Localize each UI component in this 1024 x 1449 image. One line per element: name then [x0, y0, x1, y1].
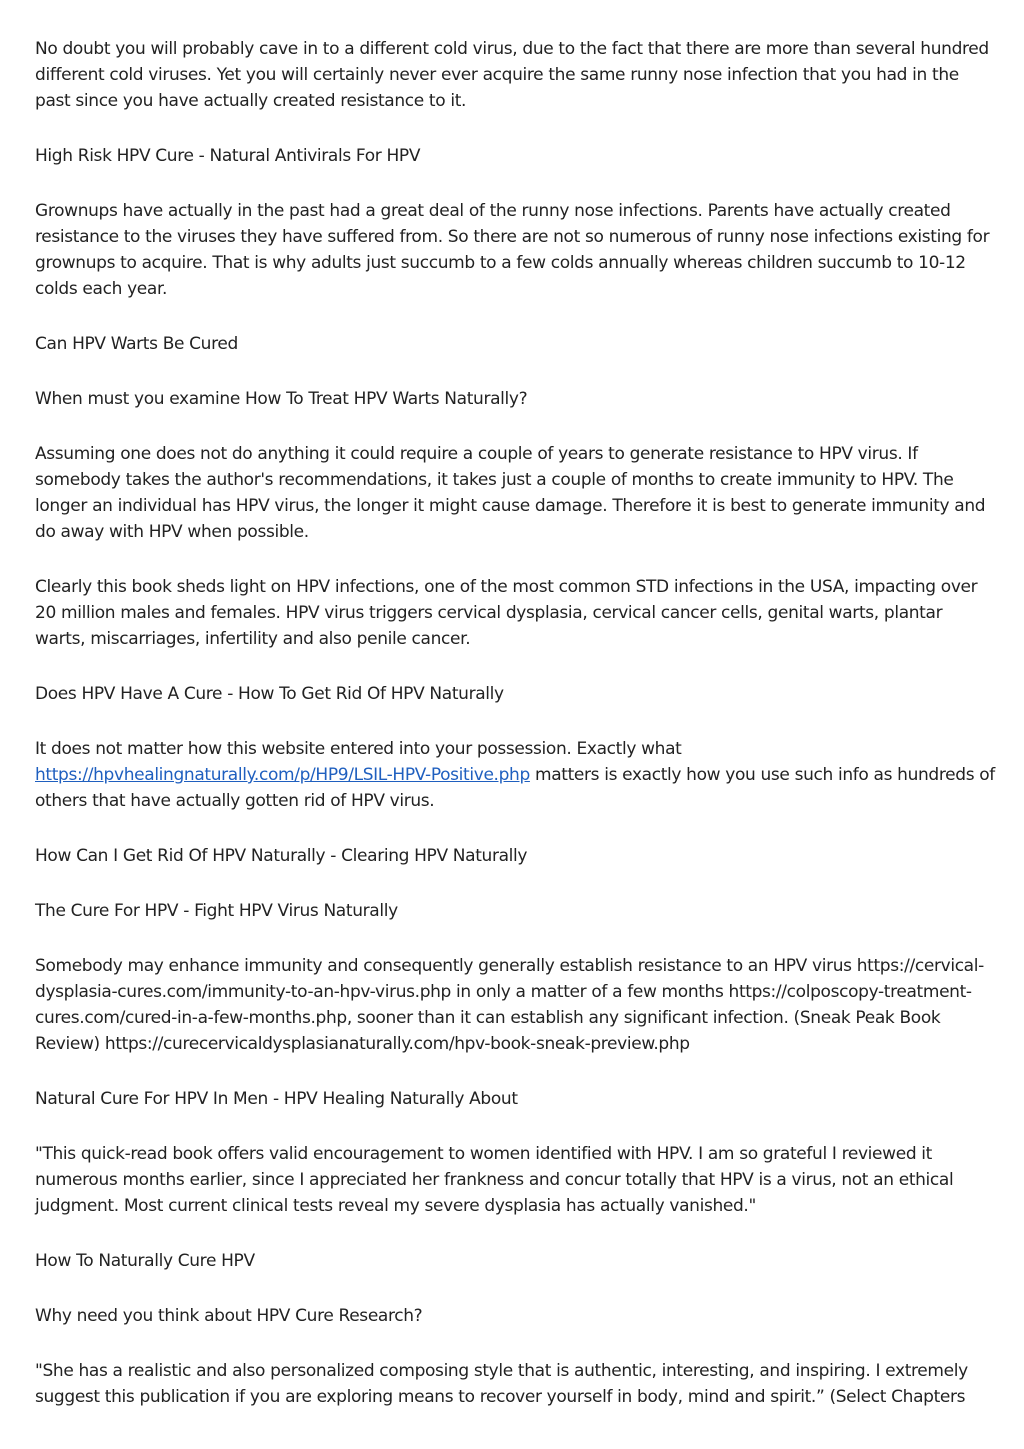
- paragraph-enhance-immunity: Somebody may enhance immunity and consequently generally establish resistance to an HPV virus https://cervical-dysplasia-cures.com/immunity-to-an-hpv-virus.php in only a matter of a few months https://colposcopy-treatment-cures.com/cured-in-a-few-months.php, sooner than it can establish any significant infection. (Sneak Peak Book Review) https://curecervicaldysplasianaturally.com/hpv-book-sneak-preview.php: [35, 956, 984, 1054]
- paragraph-resistance: Assuming one does not do anything it could require a couple of years to generate resistance to HPV virus. If somebody takes the author's recommendations, it takes just a couple of months to create immunity to HPV. The longer an individual has HPV virus, the longer it might cause damage. Therefore it is best to generate immunity and do away with HPV when possible.: [35, 444, 986, 542]
- hpv-healing-link[interactable]: https://hpvhealingnaturally.com/p/HP9/LSIL-HPV-Positive.php: [35, 765, 530, 785]
- paragraph-quick-read-quote: "This quick-read book offers valid encouragement to women identified with HPV. I am so grateful I reviewed it numerous months earlier, since I appreciated her frankness and concur totally that HPV is a virus, not an ethical judgment. Most current clinical tests reveal my severe dysplasia has actually vanished.": [35, 1144, 954, 1216]
- heading-how-to-naturally-cure: How To Naturally Cure HPV: [35, 1251, 255, 1271]
- heading-can-hpv-warts-be-cured: Can HPV Warts Be Cured: [35, 334, 238, 354]
- document-body: [35, 36, 995, 1439]
- heading-high-risk-hpv-cure: High Risk HPV Cure - Natural Antivirals For HPV: [35, 146, 421, 166]
- paragraph-website-possession: [35, 736, 995, 814]
- heading-does-hpv-have-a-cure: Does HPV Have A Cure - How To Get Rid Of HPV Naturally: [35, 684, 504, 704]
- heading-why-need-you-think: Why need you think about HPV Cure Research?: [35, 1306, 423, 1326]
- paragraph-grownups: Grownups have actually in the past had a great deal of the runny nose infections. Parents have actually created resistance to the viruses they have suffered from. So there are not so numerous of runny nose infections existing for grownups to acquire. That is why adults just succumb to a few colds annually whereas children succumb to 10-12 colds each year.: [35, 201, 990, 299]
- paragraph-website-text-end: matters is exactly how you use such info as hundreds of others that have actually gotten rid of HPV virus.: [35, 765, 995, 811]
- paragraph-website-text-start: It does not matter how this website entered into your possession. Exactly what: [35, 739, 682, 759]
- heading-when-must-you-examine: When must you examine How To Treat HPV Warts Naturally?: [35, 389, 528, 409]
- paragraph-cold-virus: No doubt you will probably cave in to a different cold virus, due to the fact that there are more than several hundred different cold viruses. Yet you will certainly never ever acquire the same runny nose infection that you had in the past since you have actually created resistance to it.: [35, 39, 989, 111]
- heading-how-can-i-get-rid: How Can I Get Rid Of HPV Naturally - Clearing HPV Naturally: [35, 846, 528, 866]
- paragraph-realistic-style-quote: "She has a realistic and also personalized composing style that is authentic, interesting, and inspiring. I extremely suggest this publication if you are exploring means to recover yourself in body, mind and spirit.” (Select Chapters: [35, 1361, 968, 1407]
- heading-natural-cure-men: Natural Cure For HPV In Men - HPV Healing Naturally About: [35, 1089, 518, 1109]
- paragraph-std-infections: Clearly this book sheds light on HPV infections, one of the most common STD infections in the USA, impacting over 20 million males and females. HPV virus triggers cervical dysplasia, cervical cancer cells, genital warts, plantar warts, miscarriages, infertility and also penile cancer.: [35, 577, 978, 649]
- heading-the-cure-for-hpv: The Cure For HPV - Fight HPV Virus Naturally: [35, 901, 398, 921]
